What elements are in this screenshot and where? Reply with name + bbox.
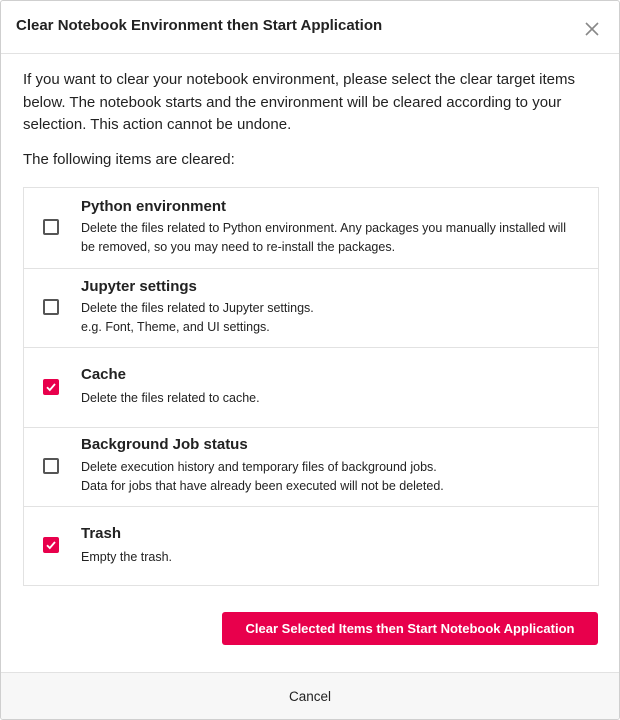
python-environment-checkbox[interactable] [43,219,59,235]
item-description: Delete the files related to Python environment. Any packages you manually installed will be removed, so you may need to re-install the packages. [81,220,566,254]
item-title: Python environment [81,197,227,215]
dialog-footer [1,672,619,720]
item-description: Empty the trash. [81,549,173,564]
list-item-background-job-status [24,427,598,506]
item-description: Delete the files related to cache. [81,390,260,405]
list-item-trash [24,506,598,585]
checkmark-icon [45,381,57,393]
dialog-header [1,1,619,54]
item-title: Background Job status [81,435,248,453]
trash-checkbox[interactable] [43,537,59,553]
close-icon[interactable] [585,22,599,36]
item-description [81,299,581,338]
item-description-line: Delete the files related to Jupyter settings. [81,300,314,315]
item-title: Cache [81,365,127,383]
clear-and-start-button[interactable]: Clear Selected Items then Start Notebook Application [222,612,598,645]
item-title: Trash [81,524,122,542]
list-item-python-environment [24,188,598,268]
item-description [81,458,581,497]
clear-items-list [23,187,599,586]
cancel-button[interactable]: Cancel [1,673,619,720]
cache-checkbox[interactable] [43,379,59,395]
dialog-body [1,69,619,586]
item-title: Jupyter settings [81,277,197,295]
item-description-line: Data for jobs that have already been executed will not be deleted. [81,479,444,493]
background-job-status-checkbox[interactable] [43,458,59,474]
list-item-jupyter-settings [24,268,598,347]
list-item-cache [24,347,598,427]
item-description-line: Delete execution history and temporary files of background jobs. [81,459,437,474]
item-description-line: e.g. Font, Theme, and UI settings. [81,320,270,334]
intro-text: If you want to clear your notebook environment, please select the clear target items below. The notebook starts and the environment will be cleared according to your selection. This action cannot be undone. [23,71,575,133]
dialog-title: Clear Notebook Environment then Start Application [16,17,383,34]
items-heading: The following items are cleared: [23,150,235,168]
jupyter-settings-checkbox[interactable] [43,299,59,315]
checkmark-icon [45,539,57,551]
